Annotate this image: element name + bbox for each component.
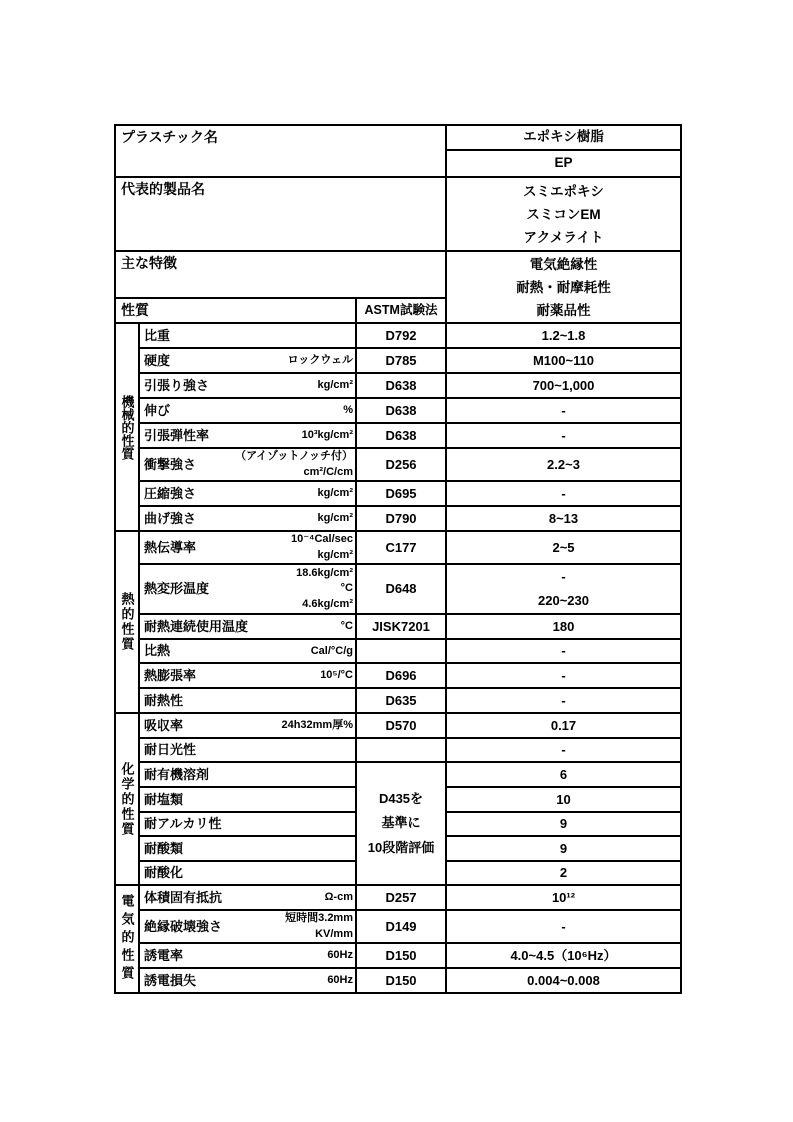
astm-method: D570 <box>356 713 446 738</box>
property-cell <box>139 910 356 943</box>
astm-method: D785 <box>356 348 446 373</box>
features-label: 主な特徴 <box>115 251 446 298</box>
property-name: 熱伝導率 <box>144 539 197 555</box>
property-cell <box>139 348 356 373</box>
property-unit: kg/cm² <box>317 511 353 524</box>
property-value: 0.004~0.008 <box>446 968 681 993</box>
property-value: - <box>446 688 681 713</box>
property-value: 9 <box>446 836 681 861</box>
property-value: 1.2~1.8 <box>446 323 681 348</box>
property-name: 誘電率 <box>144 947 184 963</box>
property-value: 10 <box>446 787 681 812</box>
property-value: - <box>446 910 681 943</box>
property-name: 吸収率 <box>144 717 184 733</box>
property-value: - <box>446 398 681 423</box>
property-name: 伸び <box>144 402 171 418</box>
property-value: - <box>446 738 681 762</box>
property-value: 0.17 <box>446 713 681 738</box>
property-name: 熱膨張率 <box>144 667 197 683</box>
property-cell <box>139 614 356 639</box>
property-cell <box>139 812 356 836</box>
property-unit: °C <box>340 620 353 632</box>
feature-item: 耐薬品性 <box>536 302 591 318</box>
property-name: 衝撃強さ <box>144 456 197 472</box>
astm-method: D150 <box>356 943 446 968</box>
resin-code: EP <box>446 150 681 177</box>
group-label-electrical: 電気的性質 <box>115 885 139 993</box>
astm-method: D150 <box>356 968 446 993</box>
property-value: 2~5 <box>446 531 681 564</box>
property-name: 硬度 <box>144 352 171 368</box>
property-name: 曲げ強さ <box>144 510 197 526</box>
property-name: 引張弾性率 <box>144 427 210 443</box>
property-unit: 60Hz <box>327 974 353 986</box>
property-value: 10¹² <box>446 885 681 910</box>
property-name: 耐酸類 <box>144 840 184 856</box>
astm-method: JISK7201 <box>356 614 446 639</box>
property-value: 4.0~4.5（10⁶Hz） <box>446 943 681 968</box>
astm-method <box>356 639 446 663</box>
astm-header-label: ASTM試験法 <box>356 298 446 323</box>
astm-method: D256 <box>356 448 446 481</box>
property-cell <box>139 448 356 481</box>
property-cell <box>139 836 356 861</box>
property-value: 9 <box>446 812 681 836</box>
astm-method-note: D435を 基準に 10段階評価 <box>356 762 446 885</box>
property-value: M100~110 <box>446 348 681 373</box>
group-label-mechanical: 機械的性質 <box>115 323 139 531</box>
property-name: 耐アルカリ性 <box>144 816 222 832</box>
property-name: 体積固有抵抗 <box>144 889 223 905</box>
property-name: 誘電損失 <box>144 972 197 988</box>
astm-method: D635 <box>356 688 446 713</box>
product-item: アクメライト <box>523 229 604 245</box>
property-unit: kg/cm² <box>317 486 353 499</box>
property-cell <box>139 423 356 448</box>
products-label: 代表的製品名 <box>115 177 446 251</box>
property-cell <box>139 323 356 348</box>
property-cell <box>139 943 356 968</box>
property-value: 6 <box>446 762 681 787</box>
property-cell <box>139 713 356 738</box>
property-name: 耐熱性 <box>144 692 184 708</box>
property-cell <box>139 861 356 885</box>
property-unit: 60Hz <box>327 949 353 961</box>
property-value: - <box>446 663 681 688</box>
property-value: 2 <box>446 861 681 885</box>
property-value: 2.2~3 <box>446 448 681 481</box>
property-cell <box>139 398 356 423</box>
products-list <box>446 177 681 251</box>
property-value: 180 <box>446 614 681 639</box>
property-value: - <box>446 423 681 448</box>
property-unit: 短時間3.2mm KV/mm <box>285 912 353 940</box>
property-value: 8~13 <box>446 506 681 531</box>
group-label-thermal: 熱的性質 <box>115 531 139 713</box>
property-cell <box>139 968 356 993</box>
property-cell <box>139 373 356 398</box>
property-name: 耐熱連続使用温度 <box>144 618 249 634</box>
property-cell <box>139 663 356 688</box>
astm-method: D638 <box>356 373 446 398</box>
property-unit: % <box>343 403 353 416</box>
properties-table <box>114 124 682 994</box>
property-name: 耐日光性 <box>144 742 197 758</box>
property-name: 耐有機溶剤 <box>144 766 210 782</box>
product-item: スミエポキシ <box>523 183 604 199</box>
property-unit: 24h32mm厚% <box>281 719 353 731</box>
property-cell <box>139 787 356 812</box>
property-cell <box>139 639 356 663</box>
product-item: スミコンEM <box>526 206 601 222</box>
property-cell <box>139 885 356 910</box>
property-header-label: 性質 <box>115 298 356 323</box>
property-cell <box>139 762 356 787</box>
property-value: - <box>446 481 681 506</box>
property-unit: 10³kg/cm² <box>301 428 353 441</box>
astm-method: D638 <box>356 423 446 448</box>
feature-item: 耐熱・耐摩耗性 <box>516 279 611 295</box>
property-name: 絶縁破壊強さ <box>144 918 223 934</box>
astm-method: D257 <box>356 885 446 910</box>
property-value: 700~1,000 <box>446 373 681 398</box>
property-unit: ロックウェル <box>287 353 353 366</box>
astm-method: D792 <box>356 323 446 348</box>
property-name: 引張り強さ <box>144 377 210 393</box>
property-cell <box>139 481 356 506</box>
property-name: 比重 <box>144 327 171 343</box>
astm-method: D638 <box>356 398 446 423</box>
astm-method <box>356 738 446 762</box>
group-label-chemical: 化学的性質 <box>115 713 139 885</box>
property-unit: Ω-cm <box>324 891 353 903</box>
property-unit: （アイゾットノッチ付） cm²/C/cm <box>235 450 353 478</box>
property-name: 熱変形温度 <box>144 581 210 597</box>
property-cell <box>139 738 356 762</box>
resin-name: エポキシ樹脂 <box>446 125 681 150</box>
property-cell <box>139 531 356 564</box>
features-list <box>446 251 681 323</box>
property-unit: Cal/°C/g <box>310 644 353 657</box>
astm-method: D696 <box>356 663 446 688</box>
astm-method: D790 <box>356 506 446 531</box>
property-unit: 10⁵/°C <box>320 669 353 681</box>
property-name: 耐塩類 <box>144 791 184 807</box>
astm-method: D695 <box>356 481 446 506</box>
property-name: 圧縮強さ <box>144 485 197 501</box>
property-cell <box>139 688 356 713</box>
feature-item: 電気絶縁性 <box>529 256 598 272</box>
property-name: 比熱 <box>144 643 171 659</box>
property-value: - <box>446 639 681 663</box>
property-name: 耐酸化 <box>144 865 184 881</box>
astm-method: D648 <box>356 564 446 614</box>
astm-method: C177 <box>356 531 446 564</box>
property-unit: 10⁻⁴Cal/sec kg/cm² <box>290 533 353 561</box>
property-cell <box>139 506 356 531</box>
property-value: - 220~230 <box>446 564 681 614</box>
property-unit: 18.6kg/cm² °C 4.6kg/cm² <box>296 566 353 610</box>
property-cell <box>139 564 356 614</box>
plastic-name-label: プラスチック名 <box>115 125 446 177</box>
property-unit: kg/cm² <box>317 378 353 391</box>
astm-method: D149 <box>356 910 446 943</box>
